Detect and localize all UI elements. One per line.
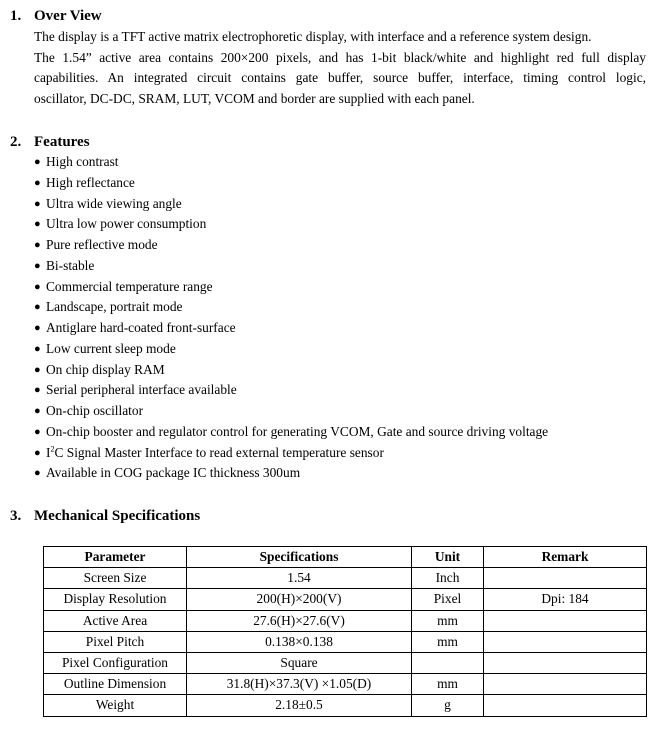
table-cell: Pixel (412, 589, 484, 610)
bullet-icon: ● (34, 425, 41, 438)
table-cell (484, 568, 647, 589)
bullet-icon: ● (34, 218, 41, 231)
bullet-icon: ● (34, 405, 41, 417)
table-cell: Pixel Pitch (44, 631, 187, 652)
table-cell: Pixel Configuration (44, 652, 187, 673)
table-cell: 31.8(H)×37.3(V) ×1.05(D) (187, 674, 412, 695)
table-row (44, 631, 647, 652)
list-item: ● On-chip oscillator (34, 401, 548, 422)
table-row (44, 695, 647, 716)
bullet-icon: ● (34, 301, 41, 314)
bullet-icon: ● (34, 176, 41, 189)
table-cell (484, 631, 647, 652)
table-cell: Inch (412, 568, 484, 589)
table-row (44, 568, 647, 589)
table-cell: Active Area (44, 610, 187, 631)
overview-line: oscillator, DC-DC, SRAM, LUT, VCOM and border are supplied with each panel. (34, 90, 475, 106)
bullet-icon: ● (34, 280, 41, 293)
table-row (44, 589, 647, 610)
features-list (34, 152, 548, 484)
list-item: ● Bi-stable (34, 256, 548, 277)
table-cell: mm (412, 674, 484, 695)
table-cell: 0.138×0.138 (187, 631, 412, 652)
table-header-cell: Specifications (187, 547, 412, 568)
section-number: 3. (10, 508, 22, 524)
section-title: Mechanical Specifications (34, 508, 201, 524)
list-item: ● On-chip booster and regulator control for generating VCOM, Gate and source driving voltage (34, 422, 548, 443)
section-number: 2. (10, 134, 22, 150)
list-item: ● Ultra wide viewing angle (34, 194, 548, 215)
table-cell: mm (412, 631, 484, 652)
list-item: ● $I^2C$ Signal Master Interface to read external temperature sensor (34, 443, 548, 464)
section-title: Over View (34, 8, 102, 24)
bullet-icon: ● (34, 197, 41, 210)
overview-line: The display is a TFT active matrix electrophoretic display, with interface and a reference system design. (34, 29, 592, 44)
list-item: ● Serial peripheral interface available (34, 380, 548, 401)
overview-line: The 1.54” active area contains 200×200 pixels, and has 1-bit black/white and highlight red full display (34, 49, 646, 65)
table-header-cell: Unit (412, 547, 484, 568)
table-cell: Screen Size (44, 568, 187, 589)
table-cell: 200(H)×200(V) (187, 589, 412, 610)
bullet-icon: ● (34, 156, 41, 168)
table-header-cell: Remark (484, 547, 647, 568)
table-header-cell: Parameter (44, 547, 187, 568)
list-item: ● High reflectance (34, 173, 548, 194)
table-cell: Square (187, 652, 412, 673)
table-cell (484, 674, 647, 695)
table-row (44, 652, 647, 673)
table-cell (484, 695, 647, 716)
list-item: ● Antiglare hard-coated front-surface (34, 318, 548, 339)
table-cell (484, 610, 647, 631)
list-item: ● Available in COG package IC thickness 300um (34, 463, 548, 484)
table-cell: Dpi: 184 (484, 589, 647, 610)
i2c-prefix: I (46, 444, 51, 460)
i2c-superscript: 2 (50, 444, 55, 454)
section-heading-features (10, 133, 90, 151)
mechanical-spec-table (43, 546, 647, 717)
table-cell (412, 652, 484, 673)
table-cell: mm (412, 610, 484, 631)
table-row (44, 610, 647, 631)
table-cell (484, 652, 647, 673)
table-cell: Outline Dimension (44, 674, 187, 695)
table-cell: 27.6(H)×27.6(V) (187, 610, 412, 631)
bullet-icon: ● (34, 363, 41, 376)
bullet-icon: ● (34, 342, 41, 355)
bullet-icon: ● (34, 467, 41, 480)
list-item: ● On chip display RAM (34, 360, 548, 381)
table-cell: g (412, 695, 484, 716)
table-header-row (44, 547, 647, 568)
bullet-icon: ● (34, 239, 41, 251)
list-item: ● Low current sleep mode (34, 339, 548, 360)
table-cell: 1.54 (187, 568, 412, 589)
table-row (44, 674, 647, 695)
table-cell: 2.18±0.5 (187, 695, 412, 716)
table-cell: Weight (44, 695, 187, 716)
i2c-suffix: C (54, 444, 64, 460)
section-number: 1. (10, 8, 22, 24)
overview-line: capabilities. An integrated circuit contains gate buffer, source buffer, interface, timing control logic, (34, 70, 646, 86)
table-cell: Display Resolution (44, 589, 187, 610)
list-item: ● Landscape, portrait mode (34, 297, 548, 318)
bullet-icon: ● (34, 259, 41, 272)
section-title: Features (34, 134, 90, 150)
bullet-icon: ● (34, 446, 41, 459)
list-item: ● Ultra low power consumption (34, 214, 548, 235)
list-item: ● Commercial temperature range (34, 277, 548, 298)
bullet-icon: ● (34, 384, 41, 397)
overview-paragraph (34, 27, 646, 109)
list-item: ● High contrast (34, 152, 548, 173)
section-heading-overview (10, 7, 102, 25)
list-item: ● Pure reflective mode (34, 235, 548, 256)
bullet-icon: ● (34, 322, 41, 334)
section-heading-mechanical (10, 507, 200, 525)
